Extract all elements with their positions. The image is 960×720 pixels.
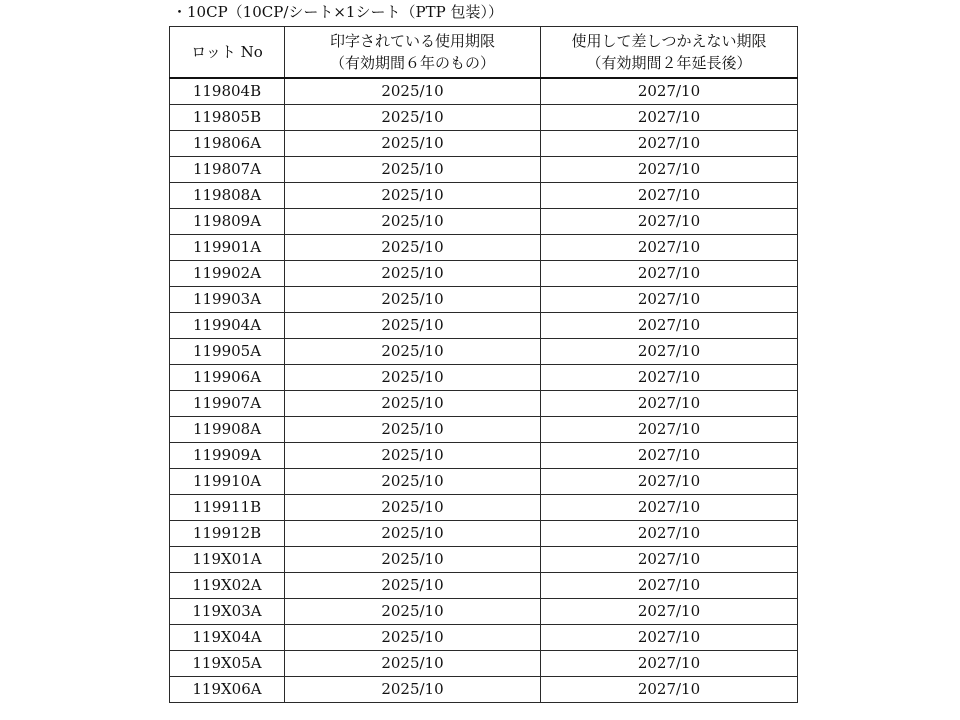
lot-number-cell: 119804B — [170, 78, 285, 105]
table-row — [170, 365, 798, 391]
table-row — [170, 547, 798, 573]
table-row — [170, 417, 798, 443]
header-printed-expiry-note: （有効期間６年のもの） — [329, 54, 495, 72]
usable-expiry-cell: 2027/10 — [541, 573, 798, 599]
printed-expiry-cell: 2025/10 — [285, 313, 541, 339]
lot-number-cell: 119X05A — [170, 651, 285, 677]
printed-expiry-cell: 2025/10 — [285, 131, 541, 157]
usable-expiry-cell: 2027/10 — [541, 183, 798, 209]
printed-expiry-cell: 2025/10 — [285, 599, 541, 625]
table-row — [170, 131, 798, 157]
usable-expiry-cell: 2027/10 — [541, 209, 798, 235]
header-lot-no — [170, 27, 285, 79]
table-row — [170, 287, 798, 313]
printed-expiry-cell: 2025/10 — [285, 573, 541, 599]
usable-expiry-cell: 2027/10 — [541, 78, 798, 105]
printed-expiry-cell: 2025/10 — [285, 651, 541, 677]
lot-number-cell: 119910A — [170, 469, 285, 495]
printed-expiry-cell: 2025/10 — [285, 157, 541, 183]
table-row — [170, 599, 798, 625]
printed-expiry-cell: 2025/10 — [285, 625, 541, 651]
usable-expiry-cell: 2027/10 — [541, 261, 798, 287]
lot-number-cell: 119902A — [170, 261, 285, 287]
table-row — [170, 157, 798, 183]
header-row — [170, 27, 798, 79]
usable-expiry-cell: 2027/10 — [541, 131, 798, 157]
table-row — [170, 105, 798, 131]
table-row — [170, 183, 798, 209]
header-usable-expiry-note: （有効期間２年延長後） — [586, 54, 752, 72]
table-row — [170, 573, 798, 599]
usable-expiry-cell: 2027/10 — [541, 469, 798, 495]
header-printed-expiry — [285, 27, 541, 79]
lot-number-cell: 119904A — [170, 313, 285, 339]
table-row — [170, 209, 798, 235]
lot-number-cell: 119806A — [170, 131, 285, 157]
table-row — [170, 677, 798, 703]
printed-expiry-cell: 2025/10 — [285, 209, 541, 235]
printed-expiry-cell: 2025/10 — [285, 443, 541, 469]
lot-number-cell: 119901A — [170, 235, 285, 261]
printed-expiry-cell: 2025/10 — [285, 391, 541, 417]
usable-expiry-cell: 2027/10 — [541, 651, 798, 677]
table-row — [170, 651, 798, 677]
header-usable-expiry — [541, 27, 798, 79]
usable-expiry-cell: 2027/10 — [541, 521, 798, 547]
lot-number-cell: 119909A — [170, 443, 285, 469]
table-header — [170, 27, 798, 79]
printed-expiry-cell: 2025/10 — [285, 235, 541, 261]
section-heading: ・10CP（10CP/シート×1シート（PTP 包装）） — [172, 3, 503, 21]
table-row — [170, 391, 798, 417]
lot-number-cell: 119912B — [170, 521, 285, 547]
printed-expiry-cell: 2025/10 — [285, 417, 541, 443]
lot-number-cell: 119906A — [170, 365, 285, 391]
lot-number-cell: 119X01A — [170, 547, 285, 573]
printed-expiry-cell: 2025/10 — [285, 521, 541, 547]
printed-expiry-cell: 2025/10 — [285, 547, 541, 573]
usable-expiry-cell: 2027/10 — [541, 105, 798, 131]
usable-expiry-cell: 2027/10 — [541, 625, 798, 651]
printed-expiry-cell: 2025/10 — [285, 495, 541, 521]
lot-number-cell: 119X06A — [170, 677, 285, 703]
table-row — [170, 469, 798, 495]
lot-number-cell: 119805B — [170, 105, 285, 131]
table-row — [170, 261, 798, 287]
header-printed-expiry-label: 印字されている使用期限 — [329, 32, 495, 50]
usable-expiry-cell: 2027/10 — [541, 417, 798, 443]
lot-number-cell: 119903A — [170, 287, 285, 313]
usable-expiry-cell: 2027/10 — [541, 599, 798, 625]
printed-expiry-cell: 2025/10 — [285, 287, 541, 313]
usable-expiry-cell: 2027/10 — [541, 339, 798, 365]
header-usable-expiry-label: 使用して差しつかえない期限 — [571, 32, 767, 50]
table-row — [170, 235, 798, 261]
table-row — [170, 495, 798, 521]
table-row — [170, 339, 798, 365]
lot-number-cell: 119911B — [170, 495, 285, 521]
table-row — [170, 78, 798, 105]
lot-number-cell: 119809A — [170, 209, 285, 235]
usable-expiry-cell: 2027/10 — [541, 391, 798, 417]
usable-expiry-cell: 2027/10 — [541, 547, 798, 573]
printed-expiry-cell: 2025/10 — [285, 78, 541, 105]
usable-expiry-cell: 2027/10 — [541, 313, 798, 339]
lot-number-cell: 119X04A — [170, 625, 285, 651]
usable-expiry-cell: 2027/10 — [541, 157, 798, 183]
lot-number-cell: 119908A — [170, 417, 285, 443]
table-row — [170, 443, 798, 469]
lot-number-cell: 119X02A — [170, 573, 285, 599]
lot-expiry-table — [169, 26, 798, 703]
table-row — [170, 313, 798, 339]
usable-expiry-cell: 2027/10 — [541, 287, 798, 313]
lot-number-cell: 119807A — [170, 157, 285, 183]
usable-expiry-cell: 2027/10 — [541, 677, 798, 703]
printed-expiry-cell: 2025/10 — [285, 365, 541, 391]
table-row — [170, 625, 798, 651]
printed-expiry-cell: 2025/10 — [285, 261, 541, 287]
table-body — [170, 78, 798, 703]
lot-number-cell: 119808A — [170, 183, 285, 209]
printed-expiry-cell: 2025/10 — [285, 105, 541, 131]
printed-expiry-cell: 2025/10 — [285, 677, 541, 703]
table-row — [170, 521, 798, 547]
usable-expiry-cell: 2027/10 — [541, 365, 798, 391]
printed-expiry-cell: 2025/10 — [285, 339, 541, 365]
usable-expiry-cell: 2027/10 — [541, 443, 798, 469]
printed-expiry-cell: 2025/10 — [285, 469, 541, 495]
header-lot-no-label: ロット No — [191, 43, 263, 61]
printed-expiry-cell: 2025/10 — [285, 183, 541, 209]
lot-number-cell: 119X03A — [170, 599, 285, 625]
usable-expiry-cell: 2027/10 — [541, 235, 798, 261]
lot-number-cell: 119907A — [170, 391, 285, 417]
lot-number-cell: 119905A — [170, 339, 285, 365]
usable-expiry-cell: 2027/10 — [541, 495, 798, 521]
